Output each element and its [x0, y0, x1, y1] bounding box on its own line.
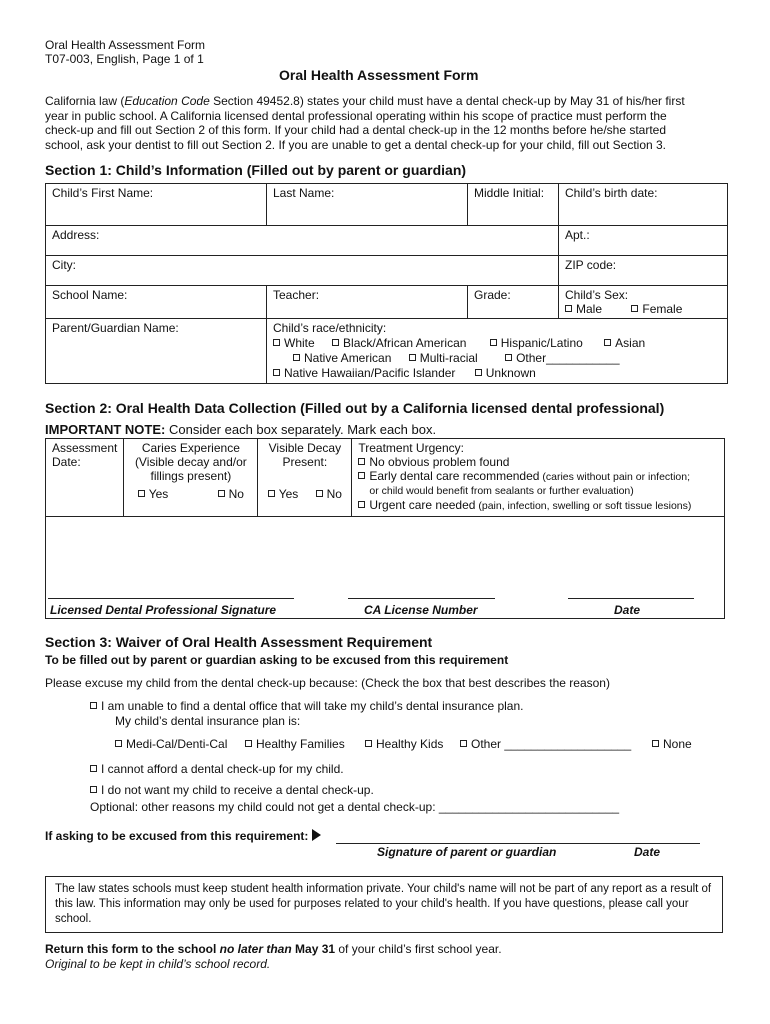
caries-yes[interactable]: [138, 487, 169, 501]
page-title: Oral Health Assessment Form: [279, 67, 479, 83]
zip-label: ZIP code:: [565, 258, 617, 272]
waiver-option-insurance[interactable]: [90, 699, 523, 713]
urgency-urgent-note: (pain, infection, swelling or soft tissue lesions): [475, 500, 692, 512]
urgency-urgent-label: Urgent care needed: [369, 498, 476, 512]
excused-text: If asking to be excused from this requirement:: [45, 829, 312, 843]
male-label: Male: [576, 302, 603, 316]
race-hawaiian[interactable]: [273, 366, 455, 380]
race-native-american-label: Native American: [304, 351, 392, 365]
intro-text: California law (: [45, 94, 125, 108]
child-info-table: [45, 183, 728, 384]
visible-decay-label: Visible Decay: [268, 441, 342, 455]
sex-female-option[interactable]: [631, 302, 682, 316]
checkbox-icon[interactable]: [268, 490, 275, 497]
checkbox-icon[interactable]: [409, 354, 416, 361]
plan-other[interactable]: [460, 737, 631, 751]
assessment-table: [45, 438, 725, 619]
guardian-label: Parent/Guardian Name:: [52, 321, 179, 335]
urgency-none-label: No obvious problem found: [369, 455, 510, 469]
parent-date-label: Date: [634, 845, 661, 859]
race-hawaiian-label: Native Hawaiian/Pacific Islander: [284, 366, 456, 380]
plan-none-label: None: [663, 737, 692, 751]
important-note: [45, 422, 436, 437]
return-instruction: [45, 942, 502, 956]
intro-line1: [45, 94, 685, 108]
race-hispanic-label: Hispanic/Latino: [500, 336, 583, 350]
plan-medi-cal[interactable]: [115, 737, 227, 751]
return-deadline-emphasis: no later than: [219, 942, 292, 956]
race-multiracial[interactable]: [409, 351, 478, 365]
waiver-optional-reasons[interactable]: Optional: other reasons my child could not get a dental check-up: ___________________________: [90, 800, 620, 814]
female-label: Female: [642, 302, 683, 316]
address-field[interactable]: [46, 226, 559, 256]
checkbox-icon[interactable]: [273, 339, 280, 346]
return-date: May 31: [291, 942, 336, 956]
decay-yes[interactable]: [268, 487, 299, 501]
section1-heading: Section 1: Child’s Information (Filled out by parent or guardian): [45, 162, 467, 178]
checkbox-icon[interactable]: [90, 786, 97, 793]
intro-line3: check-up and fill out Section 2 of this form. If your child had a dental check-up in the 12 months before he/she started: [45, 123, 667, 137]
checkbox-icon[interactable]: [90, 765, 97, 772]
visible-decay-sub: Present:: [282, 455, 328, 469]
plan-healthy-kids-label: Healthy Kids: [376, 737, 444, 751]
sex-field: [559, 286, 728, 319]
section3-heading: Section 3: Waiver of Oral Health Assessment Requirement: [45, 634, 433, 650]
race-other[interactable]: [505, 351, 619, 365]
license-label: CA License Number: [364, 603, 478, 617]
checkbox-icon[interactable]: [138, 490, 145, 497]
last-name-field[interactable]: [267, 184, 468, 226]
race-other-label: Other___________: [516, 351, 620, 365]
checkbox-icon[interactable]: [604, 339, 611, 346]
city-field[interactable]: [46, 256, 559, 286]
waiver-option-afford[interactable]: [90, 762, 344, 776]
race-unknown-label: Unknown: [485, 366, 536, 380]
checkbox-icon[interactable]: [293, 354, 300, 361]
teacher-field[interactable]: [267, 286, 468, 319]
plan-other-label: Other ___________________: [471, 737, 632, 751]
no-label: No: [228, 487, 244, 501]
apt-field[interactable]: [559, 226, 728, 256]
date-label: Date: [614, 603, 641, 617]
checkbox-icon[interactable]: [316, 490, 323, 497]
arrow-right-icon: [312, 829, 321, 841]
race-white-label: White: [284, 336, 315, 350]
waiver-option-insurance-label: I am unable to find a dental office that will take my child’s dental insurance plan.: [101, 699, 524, 713]
caries-sub1: (Visible decay and/or: [134, 455, 247, 469]
zip-field[interactable]: [559, 256, 728, 286]
urgency-none[interactable]: [358, 455, 718, 469]
assessment-date-field[interactable]: [46, 439, 124, 517]
caries-no[interactable]: [218, 487, 244, 501]
race-white[interactable]: [273, 336, 315, 350]
race-hispanic[interactable]: [490, 336, 583, 350]
no-label: No: [326, 487, 342, 501]
section2-heading: Section 2: Oral Health Data Collection (Filled out by a California licensed dental professional): [45, 400, 665, 416]
sex-label: Child’s Sex:: [565, 288, 629, 302]
checkbox-icon[interactable]: [90, 702, 97, 709]
plan-medi-cal-label: Medi-Cal/Denti-Cal: [126, 737, 228, 751]
section3-subheading: To be filled out by parent or guardian asking to be excused from this requirement: [45, 653, 509, 667]
urgency-early-label: Early dental care recommended: [369, 469, 540, 483]
decay-no[interactable]: [316, 487, 342, 501]
race-multiracial-label: Multi-racial: [419, 351, 478, 365]
assessment-date-label: Date:: [52, 455, 81, 469]
excused-label: [45, 829, 321, 843]
checkbox-icon[interactable]: [358, 501, 365, 508]
form-id-line2: T07-003, English, Page 1 of 1: [45, 52, 204, 66]
checkbox-icon[interactable]: [475, 369, 482, 376]
return-text: Return this form to the school: [45, 942, 220, 956]
plan-none[interactable]: [652, 737, 692, 751]
birth-date-label: Child’s birth date:: [565, 186, 658, 200]
intro-line4: school, ask your dentist to fill out Section 2. If you are unable to get a dental check-up for your child, fill out Section 3.: [45, 138, 667, 152]
return-text-tail: of your child’s first school year.: [335, 942, 502, 956]
race-asian-label: Asian: [615, 336, 646, 350]
race-unknown[interactable]: [475, 366, 536, 380]
caries-sub2: fillings present): [150, 469, 232, 483]
urgency-early[interactable]: [358, 469, 718, 484]
school-field[interactable]: [46, 286, 267, 319]
sex-male-option[interactable]: [565, 302, 602, 316]
urgency-label: Treatment Urgency:: [358, 441, 464, 455]
urgency-urgent[interactable]: [358, 498, 718, 513]
checkbox-icon[interactable]: [365, 740, 372, 747]
urgency-early-note2: or child would benefit from sealants or further evaluation): [369, 485, 634, 497]
privacy-notice: The law states schools must keep student health information private. Your child's name will not be part of any report as a result of this law. This information may only be used for purposes related to your child's health. If you have questions, please call your school.: [45, 876, 723, 933]
checkbox-icon[interactable]: [218, 490, 225, 497]
intro-code: Education Code: [124, 94, 210, 108]
license-line: [348, 598, 495, 599]
checkbox-icon[interactable]: [273, 369, 280, 376]
important-note-label: IMPORTANT NOTE:: [45, 422, 166, 437]
plan-healthy-kids[interactable]: [365, 737, 443, 751]
race-field: [267, 319, 728, 384]
intro-line2: year in public school. A California licensed dental professional operating within his scope of practice must perform the: [45, 109, 667, 123]
grade-field[interactable]: [468, 286, 559, 319]
waiver-option-refuse-label: I do not want my child to receive a dental check-up.: [101, 783, 374, 797]
race-native-american[interactable]: [293, 351, 391, 365]
assessment-label: Assessment: [52, 441, 118, 455]
race-asian[interactable]: [604, 336, 645, 350]
dentist-signature-label: Licensed Dental Professional Signature: [50, 603, 277, 617]
guardian-field[interactable]: [46, 319, 267, 384]
grade-label: Grade:: [474, 288, 511, 302]
middle-initial-label: Middle Initial:: [474, 186, 545, 200]
checkbox-icon[interactable]: [631, 305, 638, 312]
urgency-early-note: (caries without pain or infection;: [539, 471, 691, 483]
treatment-urgency-field: [352, 439, 725, 517]
checkbox-icon[interactable]: [358, 458, 365, 465]
race-black[interactable]: [332, 336, 466, 350]
insurance-plan-label: My child’s dental insurance plan is:: [115, 714, 301, 728]
yes-label: Yes: [148, 487, 169, 501]
waiver-instruction: Please excuse my child from the dental check-up because: (Check the box that best describes the reason): [45, 676, 610, 690]
teacher-label: Teacher:: [273, 288, 320, 302]
city-label: City:: [52, 258, 76, 272]
parent-signature-line[interactable]: [336, 843, 700, 844]
caries-field: [124, 439, 258, 517]
birth-date-field[interactable]: [559, 184, 728, 226]
checkbox-icon[interactable]: [460, 740, 467, 747]
first-name-label: Child’s First Name:: [52, 186, 154, 200]
important-note-text: Consider each box separately. Mark each box.: [165, 422, 437, 437]
school-label: School Name:: [52, 288, 128, 302]
record-note: Original to be kept in child’s school record.: [45, 957, 271, 971]
checkbox-icon[interactable]: [565, 305, 572, 312]
form-id-line1: Oral Health Assessment Form: [45, 38, 206, 52]
checkbox-icon[interactable]: [115, 740, 122, 747]
checkbox-icon[interactable]: [332, 339, 339, 346]
caries-label: Caries Experience: [141, 441, 240, 455]
address-label: Address:: [52, 228, 100, 242]
race-black-label: Black/African American: [343, 336, 467, 350]
apt-label: Apt.:: [565, 228, 590, 242]
parent-signature-label: Signature of parent or guardian: [377, 845, 557, 859]
waiver-option-afford-label: I cannot afford a dental check-up for my child.: [101, 762, 344, 776]
checkbox-icon[interactable]: [505, 354, 512, 361]
checkbox-icon[interactable]: [358, 472, 365, 479]
dentist-signature-line: [48, 598, 294, 599]
plan-healthy-families-label: Healthy Families: [256, 737, 345, 751]
first-name-field[interactable]: [46, 184, 267, 226]
intro-text: Section 49452.8) states your child must have a dental check-up by May 31 of his/her first: [209, 94, 685, 108]
yes-label: Yes: [278, 487, 299, 501]
checkbox-icon[interactable]: [490, 339, 497, 346]
checkbox-icon[interactable]: [652, 740, 659, 747]
middle-initial-field[interactable]: [468, 184, 559, 226]
checkbox-icon[interactable]: [245, 740, 252, 747]
last-name-label: Last Name:: [273, 186, 335, 200]
race-label: Child’s race/ethnicity:: [273, 321, 387, 335]
waiver-option-refuse[interactable]: [90, 783, 374, 797]
date-line: [568, 598, 694, 599]
plan-healthy-families[interactable]: [245, 737, 345, 751]
visible-decay-field: [258, 439, 352, 517]
